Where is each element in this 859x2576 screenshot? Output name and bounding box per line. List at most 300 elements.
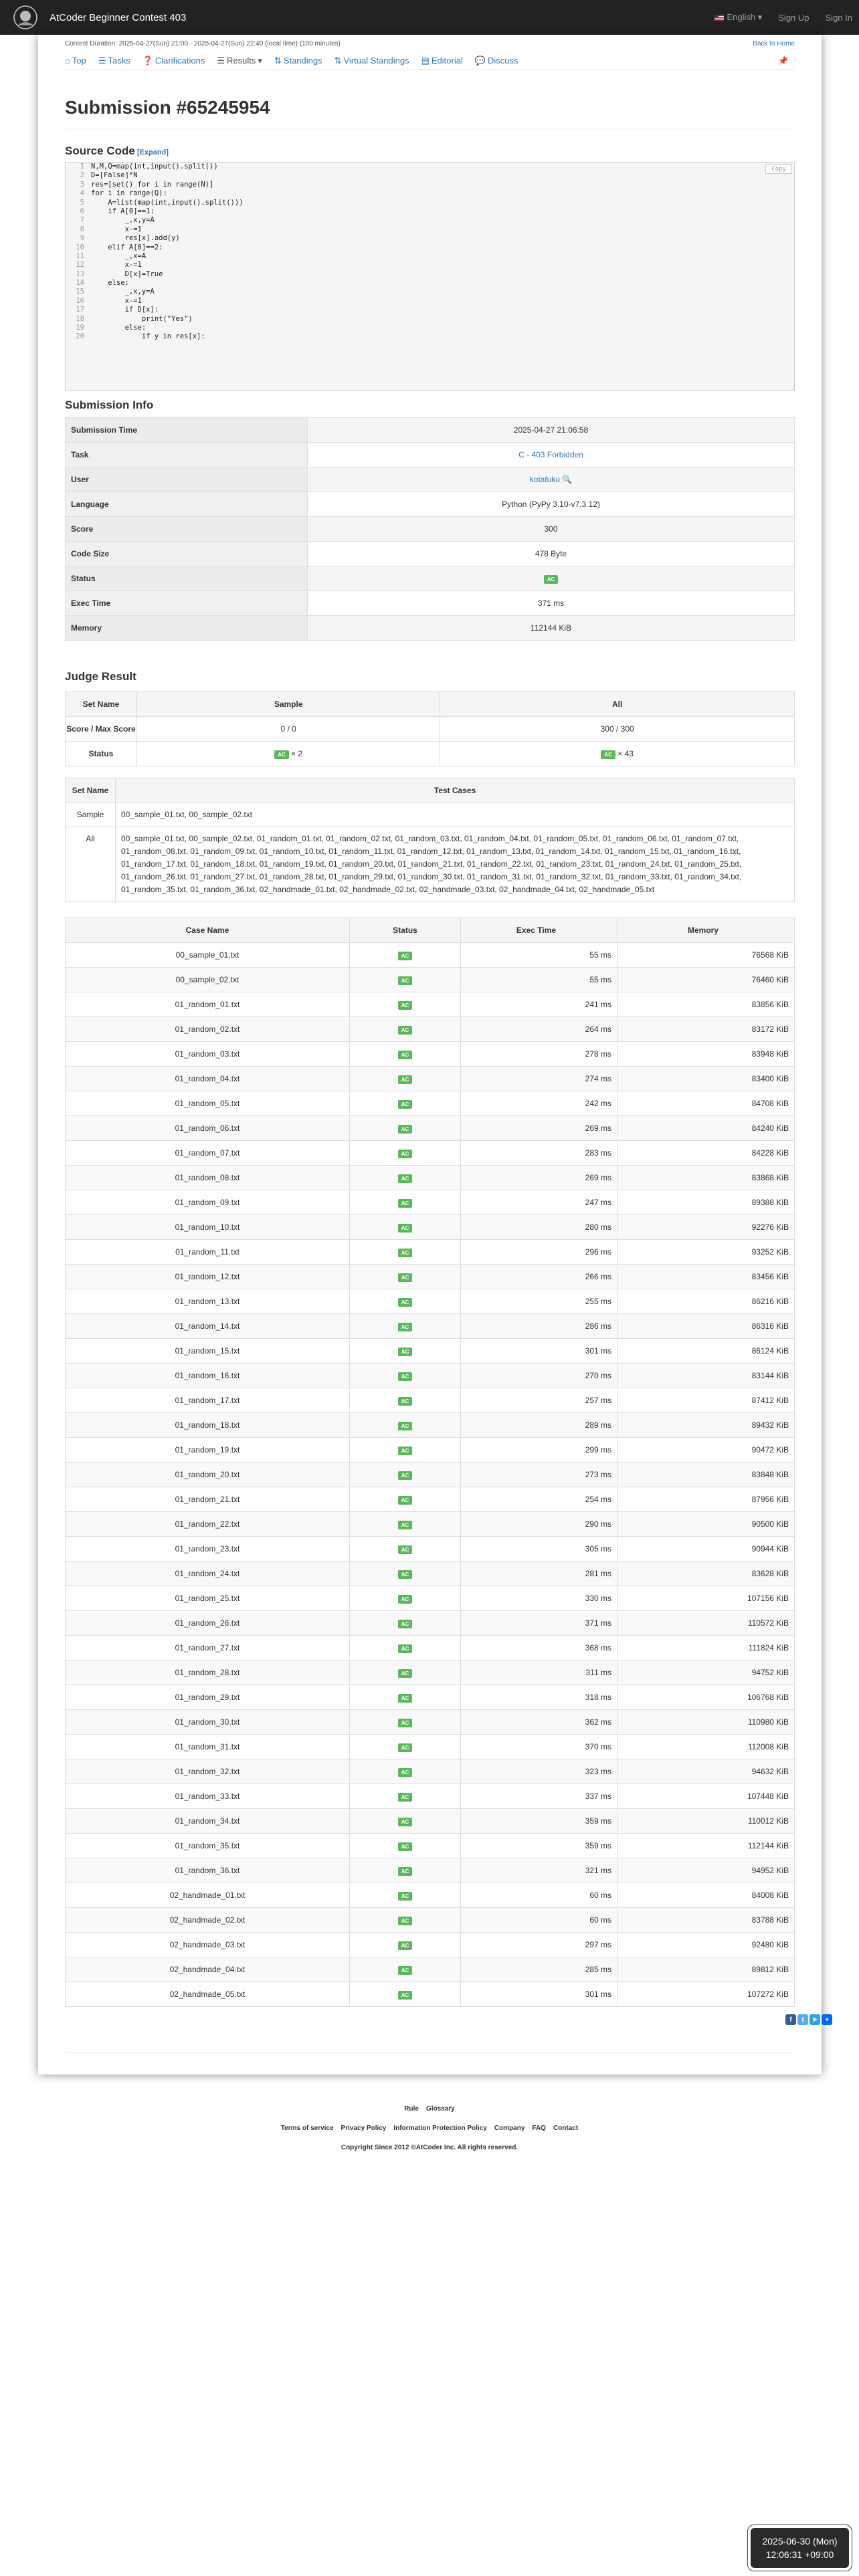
table-row [66, 1834, 795, 1858]
memory: 87412 KiB [617, 1388, 795, 1413]
table-row [66, 1215, 795, 1240]
line-number: 7 [80, 216, 84, 225]
code-text: if D[x]: [91, 306, 159, 314]
memory: 83848 KiB [617, 1463, 795, 1487]
case-name: 00_sample_01.txt [66, 943, 350, 968]
status-badge: AC [398, 1298, 413, 1307]
signin-link[interactable]: Sign In [825, 12, 852, 23]
memory: 86124 KiB [617, 1339, 795, 1364]
tab-virtual-standings[interactable]: ⇅ Virtual Standings [334, 55, 409, 66]
memory: 83628 KiB [617, 1562, 795, 1586]
exec-time: 299 ms [461, 1438, 617, 1463]
table-row [66, 1982, 795, 2007]
memory: 84708 KiB [617, 1091, 795, 1116]
case-name: 01_random_14.txt [66, 1314, 350, 1339]
table-row [66, 1809, 795, 1834]
status-badge: AC [398, 1100, 413, 1109]
memory: 94752 KiB [617, 1660, 795, 1685]
question-icon: ❓ [142, 55, 153, 66]
status-badge: AC [398, 1941, 413, 1950]
memory: 83788 KiB [617, 1908, 795, 1933]
home-icon: ⌂ [65, 56, 70, 66]
status-badge: AC [398, 1595, 413, 1604]
case-name: 02_handmade_01.txt [66, 1883, 350, 1908]
code-text: else: [91, 324, 147, 332]
exec-time: 269 ms [461, 1116, 617, 1141]
exec-time: 273 ms [461, 1463, 617, 1487]
memory: 107448 KiB [617, 1784, 795, 1809]
table-row [66, 1413, 795, 1438]
case-name: 01_random_12.txt [66, 1265, 350, 1289]
case-name: 01_random_10.txt [66, 1215, 350, 1240]
table-row [66, 1710, 795, 1735]
tab-top[interactable]: ⌂ Top [65, 56, 86, 66]
back-to-home-link[interactable]: Back to Home [753, 40, 795, 47]
exec-time: 301 ms [461, 1339, 617, 1364]
code-line [66, 332, 794, 341]
status-badge: AC [398, 1397, 413, 1406]
case-name: 01_random_16.txt [66, 1364, 350, 1388]
memory: 83868 KiB [617, 1166, 795, 1190]
line-number: 9 [80, 234, 84, 243]
status-badge: AC [398, 1521, 413, 1529]
footer-link-terms[interactable]: Terms of service [280, 2125, 334, 2132]
table-row: Exec Time 371 ms [66, 591, 795, 616]
status-badge: AC [398, 1545, 413, 1554]
status-badge: AC [398, 1842, 413, 1851]
tab-editorial[interactable]: ▤ Editorial [421, 55, 463, 66]
table-row [66, 1240, 795, 1265]
case-name: 01_random_09.txt [66, 1190, 350, 1215]
code-line [66, 243, 794, 252]
table-row: Submission Time 2025-04-27 21:06:58 [66, 418, 795, 443]
footer [0, 2105, 859, 2151]
status-badge: AC [398, 1348, 413, 1356]
case-name: 01_random_27.txt [66, 1636, 350, 1660]
memory: 87956 KiB [617, 1487, 795, 1512]
case-name: 00_sample_02.txt [66, 968, 350, 992]
code-text: if y in res[x]: [91, 332, 205, 341]
exec-time: 305 ms [461, 1537, 617, 1562]
footer-link-privacy[interactable]: Privacy Policy [341, 2125, 387, 2132]
table-row [66, 1660, 795, 1685]
case-name: 01_random_06.txt [66, 1116, 350, 1141]
status-badge: AC [398, 1496, 413, 1505]
exec-time: 321 ms [461, 1858, 617, 1883]
status-badge: AC [398, 1991, 413, 2000]
table-row [66, 1586, 795, 1611]
memory: 83856 KiB [617, 992, 795, 1017]
table-row [66, 1562, 795, 1586]
exec-time: 283 ms [461, 1141, 617, 1166]
status-badge: AC [398, 1892, 413, 1901]
exec-time: 264 ms [461, 1017, 617, 1042]
user-link[interactable]: kotafuku [529, 475, 561, 484]
tab-results[interactable]: ☰ Results ▾ [217, 55, 262, 66]
judge-result-heading: Judge Result [65, 670, 136, 683]
table-row [66, 1190, 795, 1215]
table-row [66, 1858, 795, 1883]
language-dropdown[interactable]: English ▾ [714, 12, 762, 23]
table-row [66, 1463, 795, 1487]
code-text: res[x].add(y) [91, 234, 180, 243]
case-name: 01_random_33.txt [66, 1784, 350, 1809]
status-badge: AC [398, 1446, 413, 1455]
source-code-heading: Source Code [65, 144, 135, 157]
memory: 89432 KiB [617, 1413, 795, 1438]
memory: 86216 KiB [617, 1289, 795, 1314]
case-name: 01_random_03.txt [66, 1042, 350, 1067]
memory: 83456 KiB [617, 1265, 795, 1289]
memory: 76568 KiB [617, 943, 795, 968]
code-text: print("Yes") [91, 314, 193, 323]
case-name: 01_random_21.txt [66, 1487, 350, 1512]
copyright: Copyright Since 2012 ©AtCoder Inc. All rights reserved. [341, 2144, 518, 2151]
line-number: 6 [80, 207, 84, 215]
exec-time: 269 ms [461, 1166, 617, 1190]
source-code-block[interactable] [65, 162, 795, 391]
status-badge: AC [398, 1026, 413, 1035]
case-name: 01_random_04.txt [66, 1067, 350, 1091]
table-row [66, 1116, 795, 1141]
flag-icon [714, 15, 724, 21]
expand-link[interactable]: [Expand] [136, 148, 169, 156]
code-text: _,x,y=A [91, 288, 155, 296]
memory: 83948 KiB [617, 1042, 795, 1067]
submission-info-table [65, 417, 795, 641]
exec-time: 362 ms [461, 1710, 617, 1735]
memory: 83400 KiB [617, 1067, 795, 1091]
status-badge: AC [398, 1199, 413, 1208]
case-name: 01_random_11.txt [66, 1240, 350, 1265]
case-name: 01_random_25.txt [66, 1586, 350, 1611]
status-badge: AC [398, 1917, 413, 1925]
status-badge: AC [274, 750, 289, 759]
table-row [66, 1784, 795, 1809]
code-line [66, 261, 794, 270]
code-line [66, 216, 794, 225]
code-text: D[x]=True [91, 270, 163, 278]
exec-time: 60 ms [461, 1883, 617, 1908]
code-line [66, 279, 794, 288]
code-line [66, 297, 794, 306]
exec-time: 266 ms [461, 1265, 617, 1289]
twitter-icon[interactable]: t [797, 2014, 808, 2025]
table-row [66, 1908, 795, 1933]
memory: 86316 KiB [617, 1314, 795, 1339]
case-name: 01_random_07.txt [66, 1141, 350, 1166]
line-number: 16 [76, 296, 84, 305]
exec-time: 297 ms [461, 1933, 617, 1957]
line-number: 8 [80, 225, 84, 233]
memory: 110012 KiB [617, 1809, 795, 1834]
table-row [66, 1017, 795, 1042]
line-number: 15 [76, 288, 84, 296]
table-row [66, 968, 795, 992]
status-badge: AC [398, 1793, 413, 1802]
exec-time: 257 ms [461, 1388, 617, 1413]
status-badge: AC [544, 575, 559, 584]
status-badge: AC [398, 1249, 413, 1257]
submission-info-heading: Submission Info [65, 399, 154, 411]
memory: 84008 KiB [617, 1883, 795, 1908]
code-text: _,x=A [91, 251, 147, 260]
footer-link-faq[interactable]: FAQ [532, 2125, 546, 2132]
table-row [66, 1289, 795, 1314]
search-icon[interactable]: 🔍 [562, 475, 573, 484]
case-name: 01_random_24.txt [66, 1562, 350, 1586]
status-badge: AC [398, 1966, 413, 1975]
telegram-icon[interactable]: ➤ [809, 2014, 820, 2025]
table-row [66, 1512, 795, 1537]
table-row: User kotafuku 🔍 [66, 467, 795, 492]
exec-time: 371 ms [461, 1611, 617, 1636]
code-text: elif A[0]==2: [91, 243, 163, 251]
table-row: Task C - 403 Forbidden [66, 443, 795, 467]
share-buttons [785, 2014, 832, 2025]
memory: 76460 KiB [617, 968, 795, 992]
case-name: 01_random_34.txt [66, 1809, 350, 1834]
case-name: 01_random_36.txt [66, 1858, 350, 1883]
exec-time: 323 ms [461, 1759, 617, 1784]
exec-time: 247 ms [461, 1190, 617, 1215]
case-name: 01_random_05.txt [66, 1091, 350, 1116]
memory: 93252 KiB [617, 1240, 795, 1265]
pin-icon[interactable]: 📌 [778, 56, 788, 66]
exec-time: 55 ms [461, 943, 617, 968]
code-line [66, 252, 794, 261]
signup-link[interactable]: Sign Up [778, 12, 809, 23]
facebook-icon[interactable]: f [785, 2014, 796, 2025]
exec-time: 60 ms [461, 1908, 617, 1933]
navbar [0, 0, 859, 35]
case-name: 01_random_31.txt [66, 1735, 350, 1759]
status-badge: AC [398, 1372, 413, 1381]
case-name: 02_handmade_03.txt [66, 1933, 350, 1957]
exec-time: 370 ms [461, 1735, 617, 1759]
exec-time: 296 ms [461, 1240, 617, 1265]
exec-time: 286 ms [461, 1314, 617, 1339]
table-row [66, 1067, 795, 1091]
table-row [66, 1042, 795, 1067]
table-row [66, 1487, 795, 1512]
code-line [66, 207, 794, 216]
table-row [66, 1685, 795, 1710]
exec-time: 337 ms [461, 1784, 617, 1809]
fixed-clock [747, 2525, 852, 2571]
code-text: if A[0]==1: [91, 207, 155, 215]
status-badge: AC [398, 1001, 413, 1010]
footer-link-glossary[interactable]: Glossary [425, 2105, 455, 2113]
status-badge: AC [398, 1224, 413, 1232]
clock-date: 2025-06-30 (Mon) [762, 2536, 838, 2547]
tab-standings[interactable]: ⇅ Standings [274, 55, 322, 66]
table-row: Memory 112144 KiB [66, 616, 795, 641]
case-name: 01_random_19.txt [66, 1438, 350, 1463]
exec-time: 241 ms [461, 992, 617, 1017]
memory: 83144 KiB [617, 1364, 795, 1388]
exec-time: 359 ms [461, 1809, 617, 1834]
code-text: D=[False]*N [91, 171, 138, 180]
table-row [66, 1957, 795, 1982]
code-text: else: [91, 279, 129, 288]
memory: 110572 KiB [617, 1611, 795, 1636]
memory: 112008 KiB [617, 1735, 795, 1759]
table-row [66, 1166, 795, 1190]
exec-time: 289 ms [461, 1413, 617, 1438]
task-link[interactable]: C - 403 Forbidden [518, 450, 583, 459]
table-row [66, 1759, 795, 1784]
code-line [66, 270, 794, 279]
line-number: 1 [80, 163, 84, 171]
book-icon: ▤ [421, 55, 430, 66]
case-name: 01_random_13.txt [66, 1289, 350, 1314]
code-line [66, 189, 794, 198]
memory: 106768 KiB [617, 1685, 795, 1710]
exec-time: 270 ms [461, 1364, 617, 1388]
tab-clarifications[interactable]: ❓ Clarifications [142, 55, 205, 66]
line-number: 5 [80, 198, 84, 207]
code-text: N,M,Q=map(int,input().split()) [91, 163, 218, 171]
case-name: 02_handmade_02.txt [66, 1908, 350, 1933]
case-name: 01_random_35.txt [66, 1834, 350, 1858]
table-row [66, 1265, 795, 1289]
status-badge: AC [398, 952, 413, 960]
contest-tabs [65, 51, 795, 70]
code-line [66, 225, 794, 234]
code-text: res=[set() for i in range(N)] [91, 180, 214, 189]
contest-brand[interactable]: AtCoder Beginner Contest 403 [50, 11, 187, 23]
exec-time: 281 ms [461, 1562, 617, 1586]
status-badge: AC [398, 1051, 413, 1059]
memory: 89388 KiB [617, 1190, 795, 1215]
code-line [66, 163, 794, 171]
list-icon: ☰ [217, 55, 225, 66]
exec-time: 274 ms [461, 1067, 617, 1091]
code-text: A=list(map(int,input().split())) [91, 198, 244, 207]
code-line [66, 324, 794, 332]
list-icon: ☰ [98, 55, 106, 66]
table-row: Status AC [66, 566, 795, 591]
table-row [66, 1364, 795, 1388]
tab-tasks[interactable]: ☰ Tasks [98, 55, 130, 66]
memory: 90944 KiB [617, 1537, 795, 1562]
exec-time: 280 ms [461, 1215, 617, 1240]
status-badge: AC [601, 750, 615, 759]
atcoder-logo[interactable] [7, 2, 44, 33]
table-row [66, 1933, 795, 1957]
table-row [66, 1735, 795, 1759]
case-name: 01_random_17.txt [66, 1388, 350, 1413]
table-row [66, 1314, 795, 1339]
line-number: 4 [80, 189, 84, 198]
table-row [66, 1438, 795, 1463]
case-name: 01_random_22.txt [66, 1512, 350, 1537]
memory: 107272 KiB [617, 1982, 795, 2007]
footer-link-info-protection[interactable]: Information Protection Policy [393, 2125, 487, 2132]
judge-result-table: Set Name Sample All Score / Max Score 0 / 0 300 / 300 Status AC × 2 AC × 43 [65, 691, 795, 766]
exec-time: 368 ms [461, 1636, 617, 1660]
line-number: 19 [76, 324, 84, 332]
memory: 92276 KiB [617, 1215, 795, 1240]
exec-time: 311 ms [461, 1660, 617, 1685]
line-number: 3 [80, 180, 84, 189]
table-row [66, 1339, 795, 1364]
line-number: 11 [76, 251, 84, 260]
memory: 90472 KiB [617, 1438, 795, 1463]
footer-link-company[interactable]: Company [494, 2125, 525, 2132]
status-badge: AC [398, 1174, 413, 1183]
status-badge: AC [398, 1644, 413, 1653]
status-badge: AC [398, 1867, 413, 1876]
table-row [66, 992, 795, 1017]
line-number: 10 [76, 243, 84, 251]
case-name: 01_random_23.txt [66, 1537, 350, 1562]
code-text: x-=1 [91, 261, 142, 270]
code-line [66, 199, 794, 207]
sort-icon: ⇅ [334, 55, 342, 66]
memory: 107156 KiB [617, 1586, 795, 1611]
case-name: 02_handmade_04.txt [66, 1957, 350, 1982]
test-sets-table: Set Name Test Cases Sample 00_sample_01.txt, 00_sample_02.txt All 00_sample_01.txt, 00_sample_02.txt, 01_random_01.txt, 01_random_02.txt, 01_random_03.txt, 01_random_04.txt, 01_random_05.txt, 01_random_06.txt, 01_random_07.txt, 01_random_08.txt, 01_random_09.txt, 01_random_10.txt, 01_random_11.txt, 01_random_12.txt, 01_random_13.txt, 01_random_14.txt, 01_random_15.txt, 01_random_16.txt, 01_random_17.txt, 01_random_18.txt, 01_random_19.txt, 01_random_20.txt, 01_random_21.txt, 01_random_22.txt, 01_random_23.txt, 01_random_24.txt, 01_random_25.txt, 01_random_26.txt, 01_random_27.txt, 01_random_28.txt, 01_random_29.txt, 01_random_30.txt, 01_random_31.txt, 01_random_32.txt, 01_random_33.txt, 01_random_34.txt, 01_random_35.txt, 01_random_36.txt, 02_handmade_01.txt, 02_handmade_02.txt, 02_handmade_03.txt, 02_handmade_04.txt, 02_handmade_05.txt [65, 778, 795, 902]
exec-time: 318 ms [461, 1685, 617, 1710]
footer-link-rule[interactable]: Rule [404, 2105, 419, 2113]
case-name: 01_random_02.txt [66, 1017, 350, 1042]
status-badge: AC [398, 976, 413, 985]
status-badge: AC [398, 1471, 413, 1480]
line-number: 2 [80, 171, 84, 180]
tab-discuss[interactable]: 💬 Discuss [474, 55, 518, 66]
case-name: 01_random_32.txt [66, 1759, 350, 1784]
line-number: 18 [76, 314, 84, 323]
status-badge: AC [398, 1323, 413, 1331]
share-plus-icon[interactable]: + [822, 2014, 832, 2025]
status-badge: AC [398, 1694, 413, 1703]
exec-time: 301 ms [461, 1982, 617, 2007]
copy-button[interactable]: Copy [765, 165, 792, 174]
page-title: Submission #65245954 [65, 97, 795, 128]
sort-icon: ⇅ [274, 55, 282, 66]
exec-time: 290 ms [461, 1512, 617, 1537]
case-name: 01_random_08.txt [66, 1166, 350, 1190]
memory: 94952 KiB [617, 1858, 795, 1883]
table-row: Code Size 478 Byte [66, 542, 795, 566]
table-row: Score 300 [66, 517, 795, 542]
contest-duration: Contest Duration: 2025-04-27(Sun) 21:00 - 2025-04-27(Sun) 22:40 (local time) (100 minutes) [65, 40, 341, 47]
comment-icon: 💬 [474, 55, 486, 66]
memory: 84240 KiB [617, 1116, 795, 1141]
divider [65, 2052, 795, 2053]
status-badge: AC [398, 1125, 413, 1134]
exec-time: 255 ms [461, 1289, 617, 1314]
code-text: _,x,y=A [91, 216, 155, 225]
case-name: 01_random_28.txt [66, 1660, 350, 1685]
line-number: 17 [76, 306, 84, 314]
code-text: for i in range(Q): [91, 189, 167, 198]
code-line [66, 306, 794, 314]
footer-link-contact[interactable]: Contact [553, 2125, 579, 2132]
clock-time: 12:06:31 +09:00 [765, 2549, 834, 2560]
table-row: Language Python (PyPy 3.10-v7.3.12) [66, 492, 795, 517]
line-number: 20 [76, 332, 84, 341]
exec-time: 254 ms [461, 1487, 617, 1512]
code-line [66, 181, 794, 189]
line-number: 14 [76, 279, 84, 288]
line-number: 12 [76, 261, 84, 270]
case-name: 01_random_18.txt [66, 1413, 350, 1438]
exec-time: 359 ms [461, 1834, 617, 1858]
table-row [66, 1537, 795, 1562]
